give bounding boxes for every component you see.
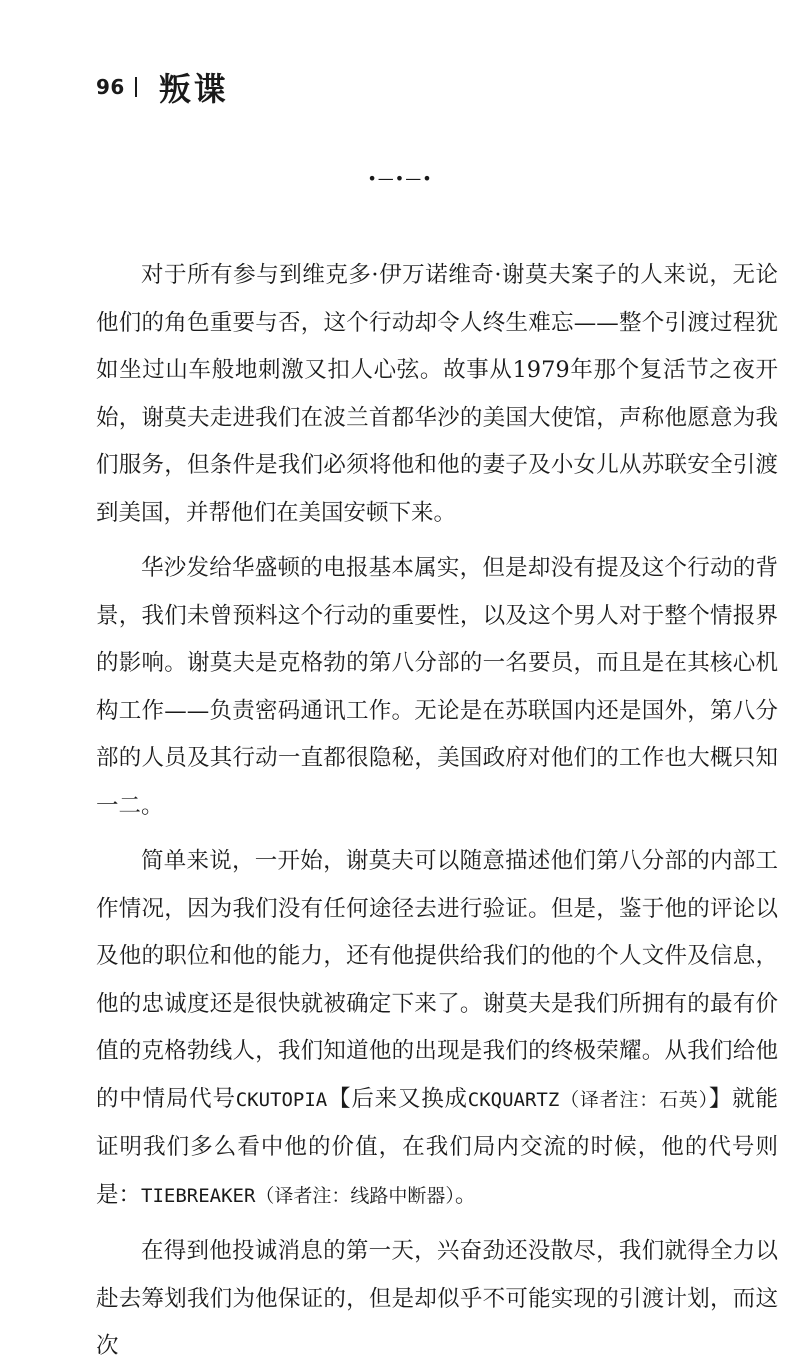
paragraph-2: 华沙发给华盛顿的电报基本属实，但是却没有提及这个行动的背景，我们未曾预料这个行动的重要性，以及这个男人对于整个情报界的影响。谢莫夫是克格勃的第八分部的一名要员，而且是在其核心机构工作——负责密码通讯工作。无论是在苏联国内还是国外，第八分部的人员及其行动一直都很隐秘，美国政府对他们的工作也大概只知一二。 — [96, 555, 778, 819]
paragraph-3-text-3: 】就能证明我们多么看中他的价值，在我们局内交流的时候，他的代号则是： — [96, 1085, 778, 1208]
page-number: 96 — [96, 75, 125, 99]
body-text — [96, 252, 778, 1371]
section-ornament: •—•—• — [367, 169, 433, 188]
header-divider — [135, 77, 137, 97]
book-title: 叛谍 — [158, 70, 229, 108]
running-header — [96, 64, 229, 110]
codename-ckutopia: CKUTOPIA — [235, 1088, 328, 1111]
paragraph-4: 在得到他投诚消息的第一天，兴奋劲还没散尽，我们就得全力以赴去筹划我们为他保证的，但是却似乎不可能实现的引渡计划，而这次 — [96, 1238, 778, 1359]
codename-ckquartz: CKQUARTZ — [467, 1088, 560, 1111]
paragraph-3-text-4: 。 — [454, 1181, 478, 1208]
codename-tiebreaker: TIEBREAKER — [141, 1184, 256, 1207]
paragraph-3 — [96, 838, 778, 1220]
paragraph-3-text-1: 简单来说，一开始，谢莫夫可以随意描述他们第八分部的内部工作情况，因为我们没有任何途径去进行验证。但是，鉴于他的评论以及他的职位和他的能力，还有他提供给我们的他的个人文件及信息，他的忠诚度还是很快就被确定下来了。谢莫夫是我们所拥有的最有价值的克格勃线人，我们知道他的出现是我们的终极荣耀。从我们给他的中情局代号 — [96, 848, 778, 1112]
translator-note-1: （译者注：石英） — [559, 1088, 709, 1111]
paragraph-1: 对于所有参与到维克多·伊万诺维奇·谢莫夫案子的人来说，无论他们的角色重要与否，这个行动却令人终生难忘——整个引渡过程犹如坐过山车般地刺激又扣人心弦。故事从1979年那个复活节之夜开始，谢莫夫走进我们在波兰首都华沙的美国大使馆，声称他愿意为我们服务，但条件是我们必须将他和他的妻子及小女儿从苏联安全引渡到美国，并帮他们在美国安顿下来。 — [96, 262, 778, 526]
translator-note-2: （译者注：线路中断器） — [255, 1184, 455, 1207]
paragraph-3-text-2: 【后来又换成 — [327, 1085, 468, 1112]
